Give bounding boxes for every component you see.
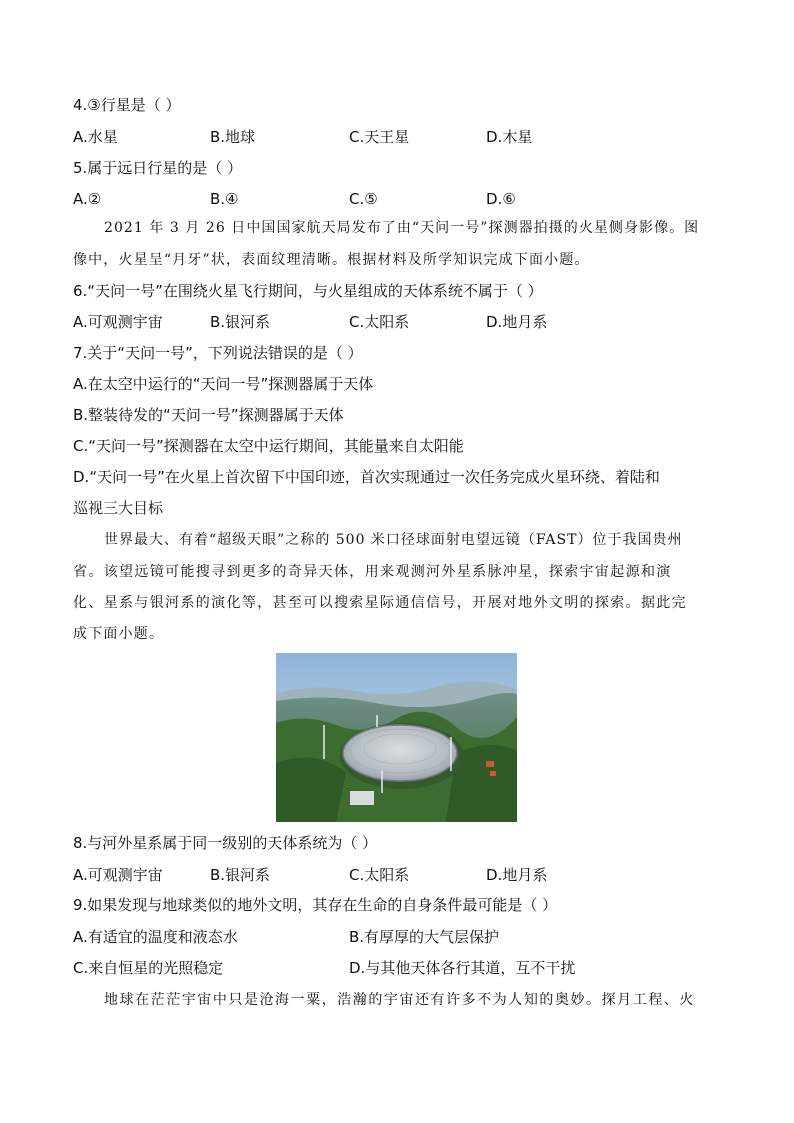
q4-option-d: D.木星: [486, 128, 533, 146]
question-8-options: [73, 865, 733, 885]
passage-2-line-2: 省。该望远镜可能搜寻到更多的奇异天体，用来观测河外星系脉冲星，探索宇宙起源和演: [73, 564, 672, 580]
question-9-stem: 9.如果发现与地球类似的地外文明，其存在生命的自身条件最可能是（ ）: [73, 896, 558, 914]
passage-1-line-1: 2021 年 3 月 26 日中国国家航天局发布了由“天问一号”探测器拍摄的火星侧身影像。图: [104, 220, 700, 236]
question-5-options: [73, 189, 733, 209]
q9-option-b: B.有厚厚的大气层保护: [349, 928, 500, 946]
q9-option-a: A.有适宜的温度和液态水: [73, 928, 238, 946]
question-8-stem: 8.与河外星系属于同一级别的天体系统为（ ）: [73, 834, 378, 852]
q6-option-b: B.银河系: [210, 313, 271, 331]
question-9-options-row-1: [73, 927, 733, 947]
passage-3-line-1: 地球在茫茫宇宙中只是沧海一粟，浩瀚的宇宙还有许多不为人知的奥妙。探月工程、火: [104, 992, 695, 1008]
q8-option-b: B.银河系: [210, 866, 271, 884]
q8-option-a: A.可观测宇宙: [73, 866, 163, 884]
q7-option-b: B.整装待发的“天问一号”探测器属于天体: [73, 406, 344, 424]
passage-1-line-2: 像中，火星呈“月牙”状，表面纹理清晰。根据材料及所学知识完成下面小题。: [73, 252, 590, 268]
q5-option-c: C.⑤: [349, 190, 378, 208]
q7-option-c: C.“天问一号”探测器在太空中运行期间，其能量来自太阳能: [73, 437, 464, 455]
question-6-stem: 6.“天问一号”在围绕火星飞行期间，与火星组成的天体系统不属于（ ）: [73, 282, 543, 300]
passage-2-line-3: 化、星系与银河系的演化等，甚至可以搜索星际通信信号，开展对地外文明的探索。据此完: [73, 595, 687, 611]
fast-telescope-illustration: [276, 653, 517, 822]
question-5-stem: 5.属于远日行星的是（ ）: [73, 159, 243, 177]
question-7-stem: 7.关于“天问一号”，下列说法错误的是（ ）: [73, 344, 363, 362]
q7-option-d-continued: 巡视三大目标: [73, 499, 164, 517]
q4-option-b: B.地球: [210, 128, 256, 146]
question-4-options: [73, 127, 733, 147]
question-9-options-row-2: [73, 958, 733, 978]
q6-option-d: D.地月系: [486, 313, 548, 331]
q7-option-d: D.“天问一号”在火星上首次留下中国印迹，首次实现通过一次任务完成火星环绕、着陆和: [73, 468, 660, 486]
q4-option-c: C.天王星: [349, 128, 410, 146]
q5-option-a: A.②: [73, 190, 102, 208]
question-4-stem: 4.③行星是（ ）: [73, 96, 181, 114]
q6-option-a: A.可观测宇宙: [73, 313, 163, 331]
q5-option-b: B.④: [210, 190, 239, 208]
q5-option-d: D.⑥: [486, 190, 516, 208]
q9-option-d: D.与其他天体各行其道，互不干扰: [349, 959, 576, 977]
q8-option-d: D.地月系: [486, 866, 548, 884]
q4-option-a: A.水星: [73, 128, 118, 146]
q7-option-a: A.在太空中运行的“天问一号”探测器属于天体: [73, 375, 374, 393]
fast-telescope-photo: [276, 653, 517, 822]
question-6-options: [73, 312, 733, 332]
q9-option-c: C.来自恒星的光照稳定: [73, 959, 224, 977]
passage-2-line-1: 世界最大、有着“超级天眼”之称的 500 米口径球面射电望远镜（FAST）位于我国贵州: [104, 532, 683, 548]
q8-option-c: C.太阳系: [349, 866, 410, 884]
passage-2-line-4: 成下面小题。: [73, 626, 165, 642]
q6-option-c: C.太阳系: [349, 313, 410, 331]
